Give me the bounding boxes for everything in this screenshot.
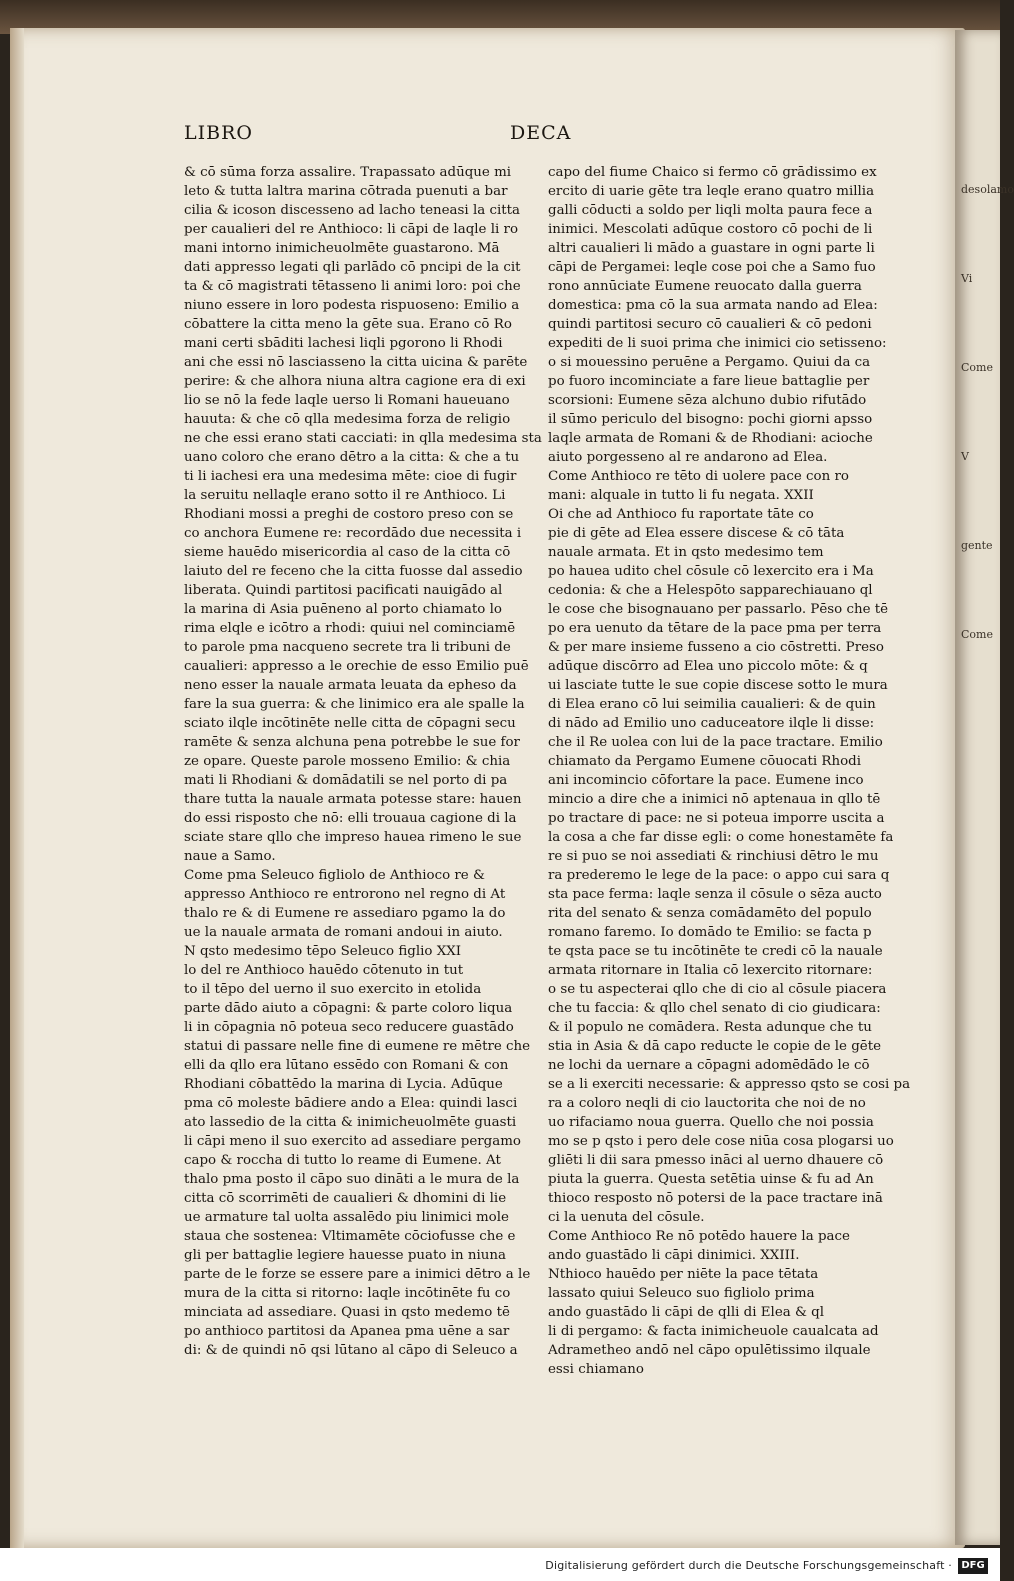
text-line: il sūmo periculo del bisogno: pochi giorni apsso <box>548 412 873 427</box>
text-line: sta pace ferma: laqle senza il cōsule o sēza aucto <box>548 887 882 902</box>
text-line: Rhodiani cōbattēdo la marina di Lycia. Adūque <box>184 1077 503 1092</box>
text-line: ando guastādo li cāpi dinimici. XXIII. <box>548 1248 800 1263</box>
text-line: la seruitu nellaqle erano sotto il re Anthioco. Li <box>184 488 506 503</box>
text-line: naue a Samo. <box>184 849 276 864</box>
text-line: rita del senato & senza comādamēto del populo <box>548 906 872 921</box>
facing-page-word: Come <box>961 628 993 641</box>
text-line: expediti de li suoi prima che inimici cio setisseno: <box>548 336 887 351</box>
text-line: lassato quiui Seleuco suo figliolo prima <box>548 1286 815 1301</box>
text-line: domestica: pma cō la sua armata nando ad Elea: <box>548 298 878 313</box>
text-line: o si mouessino peruēne a Pergamo. Quiui da ca <box>548 355 871 370</box>
text-line: laqle armata de Romani & de Rhodiani: acioche <box>548 431 873 446</box>
text-line: thalo pma posto il cāpo suo dināti a le mura de la <box>184 1172 520 1187</box>
text-line: di Elea erano cō lui seimilia caualieri: & de quin <box>548 697 876 712</box>
text-line: po era uenuto da tētare de la pace pma per terra <box>548 621 882 636</box>
facing-page-word: Come <box>961 361 993 374</box>
text-line: ani che essi nō lasciasseno la citta uicina & parēte <box>184 355 528 370</box>
text-line: sciate stare qllo che impreso hauea rimeno le sue <box>184 830 522 845</box>
text-line: ci la uenuta del cōsule. <box>548 1210 705 1225</box>
text-line: & cō sūma forza assalire. Trapassato adūque mi <box>184 165 512 180</box>
text-line: ato lassedio de la citta & inimicheuolmēte guasti <box>184 1115 517 1130</box>
text-line: Nthioco hauēdo per niēte la pace tētata <box>548 1267 819 1282</box>
text-line: o se tu aspecterai qllo che di cio al cōsule piacera <box>548 982 887 997</box>
facing-page-fragment <box>955 30 1014 1545</box>
text-line: di nādo ad Emilio uno caduceatore ilqle li disse: <box>548 716 875 731</box>
text-line: laiuto del re feceno che la citta fuosse dal assedio <box>184 564 523 579</box>
text-line: scorsioni: Eumene sēza alchuno dubio rifutādo <box>548 393 867 408</box>
text-line: li in cōpagnia nō poteua seco reducere guastādo <box>184 1020 514 1035</box>
text-line: aiuto porgesseno al re andarono ad Elea. <box>548 450 828 465</box>
text-line: mani intorno inimicheuolmēte guastarono. Mā <box>184 241 500 256</box>
text-line: pie di gēte ad Elea essere discese & cō tāta <box>548 526 845 541</box>
text-line: to il tēpo del uerno il suo exercito in etolida <box>184 982 482 997</box>
text-line: parte dādo aiuto a cōpagni: & parte coloro liqua <box>184 1001 513 1016</box>
text-line: Adrametheo andō nel cāpo opulētissimo ilquale <box>548 1343 871 1358</box>
text-line: dati appresso legati qli parlādo cō pncipi de la cit <box>184 260 521 275</box>
text-line: ue armature tal uolta assalēdo piu linimici mole <box>184 1210 509 1225</box>
text-line: po anthioco partitosi da Apanea pma uēne a sar <box>184 1324 510 1339</box>
text-line: mani certi sbāditi lachesi liqli pgorono li Rhodi <box>184 336 503 351</box>
text-line: se a li exerciti necessarie: & appresso qsto se cosi pa <box>548 1077 911 1092</box>
text-line: li di pergamo: & facta inimicheuole caualcata ad <box>548 1324 879 1339</box>
text-line: neno esser la nauale armata leuata da epheso da <box>184 678 517 693</box>
text-line: statui di passare nelle fine di eumene re mētre che <box>184 1039 531 1054</box>
text-line: armata ritornare in Italia cō lexercito ritornare: <box>548 963 873 978</box>
text-line: piuta la guerra. Questa setētia uinse & fu ad An <box>548 1172 874 1187</box>
text-line: appresso Anthioco re entrorono nel regno di At <box>184 887 506 902</box>
dfg-logo: DFG <box>958 1558 988 1574</box>
right-text-column <box>548 163 930 1379</box>
text-line: po fuoro incominciate a fare lieue battaglie per <box>548 374 870 389</box>
text-line: capo & roccha di tutto lo reame di Eumene. At <box>184 1153 501 1168</box>
text-line: capo del fiume Chaico si fermo cō grādissimo ex <box>548 165 877 180</box>
facing-page-word: gente <box>961 539 993 552</box>
text-line: ze opare. Queste parole mosseno Emilio: & chia <box>184 754 511 769</box>
text-line: chiamato da Pergamo Eumene cōuocati Rhodi <box>548 754 861 769</box>
facing-page-word: desolamo <box>961 183 1014 196</box>
text-line: citta cō scorrimēti de caualieri & dhomini di lie <box>184 1191 507 1206</box>
text-line: mincio a dire che a inimici nō aptenaua in qllo tē <box>548 792 881 807</box>
text-line: ui lasciate tutte le sue copie discese sotto le mura <box>548 678 888 693</box>
running-head-right: DECA <box>510 122 572 144</box>
text-line: hauuta: & che cō qlla medesima forza de religio <box>184 412 511 427</box>
text-line: re si puo se noi assediati & rinchiusi dētro le mu <box>548 849 879 864</box>
text-line: to parole pma nacqueno secrete tra li tribuni de <box>184 640 511 655</box>
text-line: ando guastādo li cāpi de qlli di Elea & ql <box>548 1305 825 1320</box>
text-line: co anchora Eumene re: recordādo due necessita i <box>184 526 522 541</box>
text-line: cilia & icoson discesseno ad lacho teneasi la citta <box>184 203 521 218</box>
text-line: Come Anthioco re tēto di uolere pace con ro <box>548 469 849 484</box>
text-line: mani: alquale in tutto li fu negata. XXII <box>548 488 814 503</box>
text-line: ne che essi erano stati cacciati: in qlla medesima sta <box>184 431 542 446</box>
text-line: rono annūciate Eumene reuocato dalla guerra <box>548 279 862 294</box>
text-line: che il Re uolea con lui de la pace tractare. Emilio <box>548 735 883 750</box>
text-line: essi chiamano <box>548 1362 644 1377</box>
text-line: galli cōducti a soldo per liqli molta paura fece a <box>548 203 873 218</box>
footer-bar <box>0 1548 1000 1581</box>
text-line: nauale armata. Et in qsto medesimo tem <box>548 545 824 560</box>
text-line: & il populo ne comādera. Resta adunque che tu <box>548 1020 872 1035</box>
text-line: leto & tutta laltra marina cōtrada puenuti a bar <box>184 184 508 199</box>
text-line: cedonia: & che a Helespōto sapparechiauano ql <box>548 583 873 598</box>
text-line: perire: & che alhora niuna altra cagione era di exi <box>184 374 526 389</box>
text-line: lio se nō la fede laqle uerso li Romani haueuano <box>184 393 510 408</box>
text-line: parte de le forze se essere pare a inimici dētro a le <box>184 1267 531 1282</box>
text-line: thioco resposto nō potersi de la pace tractare inā <box>548 1191 883 1206</box>
text-line: li cāpi meno il suo exercito ad assediare pergamo <box>184 1134 521 1149</box>
text-line: di: & de quindi nō qsi lūtano al cāpo di Seleuco a <box>184 1343 518 1358</box>
text-line: staua che sostenea: Vltimamēte cōciofusse che e <box>184 1229 516 1244</box>
text-line: & per mare insieme fusseno a cio cōstretti. Preso <box>548 640 884 655</box>
text-line: Rhodiani mossi a preghi de costoro preso con se <box>184 507 514 522</box>
text-line: rima elqle e icōtro a rhodi: quiui nel cominciamē <box>184 621 516 636</box>
text-line: mura de la citta si ritorno: laqle incōtinēte fu co <box>184 1286 511 1301</box>
text-line: po hauea udito chel cōsule cō lexercito era i Ma <box>548 564 874 579</box>
text-line: Come Anthioco Re nō potēdo hauere la pace <box>548 1229 850 1244</box>
text-line: minciata ad assediare. Quasi in qsto medemo tē <box>184 1305 510 1320</box>
text-line: mo se p qsto i pero dele cose niūa cosa plogarsi uo <box>548 1134 894 1149</box>
text-line: per caualieri del re Anthioco: li cāpi de laqle li ro <box>184 222 519 237</box>
text-line: romano faremo. Io domādo te Emilio: se facta p <box>548 925 872 940</box>
text-line: sciato ilqle incōtinēte nelle citta de cōpagni secu <box>184 716 516 731</box>
text-line: niuno essere in loro podesta rispuoseno: Emilio a <box>184 298 520 313</box>
text-line: ani incomincio cōfortare la pace. Eumene inco <box>548 773 864 788</box>
text-line: lo del re Anthioco hauēdo cōtenuto in tut <box>184 963 464 978</box>
text-line: ra prederemo le lege de la pace: o appo cui sara q <box>548 868 890 883</box>
text-line: caualieri: appresso a le orechie de esso Emilio puē <box>184 659 529 674</box>
facing-page-word: V <box>961 450 969 463</box>
text-line: quindi partitosi securo cō caualieri & cō pedoni <box>548 317 872 332</box>
text-line: te qsta pace se tu incōtinēte te credi cō la nauale <box>548 944 883 959</box>
text-line: fare la sua guerra: & che linimico era ale spalle la <box>184 697 525 712</box>
text-line: uano coloro che erano dētro a la citta: & che a tu <box>184 450 520 465</box>
text-line: altri caualieri li mādo a guastare in ogni parte li <box>548 241 875 256</box>
text-line: ne lochi da uernare a cōpagni adomēdādo le cō <box>548 1058 870 1073</box>
text-line: pma cō moleste bādiere ando a Elea: quindi lasci <box>184 1096 518 1111</box>
text-line: po tractare di pace: ne si poteua imporre uscita a <box>548 811 885 826</box>
text-line: mati li Rhodiani & domādatili se nel porto di pa <box>184 773 508 788</box>
text-line: cāpi de Pergamei: leqle cose poi che a Samo fuo <box>548 260 876 275</box>
digitization-credit: Digitalisierung gefördert durch die Deutsche Forschungsgemeinschaft · <box>545 1559 952 1572</box>
text-line: la marina di Asia puēneno al porto chiamato lo <box>184 602 502 617</box>
text-line: thare tutta la nauale armata potesse stare: hauen <box>184 792 522 807</box>
text-line: ti li iachesi era una medesima mēte: cioe di fugir <box>184 469 517 484</box>
text-line: do essi risposto che nō: elli trouaua cagione di la <box>184 811 517 826</box>
text-line: ra a coloro neqli di cio lauctorita che noi de no <box>548 1096 866 1111</box>
text-line: Come pma Seleuco figliolo de Anthioco re & <box>184 868 485 883</box>
text-line: stia in Asia & dā capo reducte le copie de le gēte <box>548 1039 882 1054</box>
text-line: ercito di uarie gēte tra leqle erano quatro millia <box>548 184 875 199</box>
text-line: N qsto medesimo tēpo Seleuco figlio XXI <box>184 944 462 959</box>
text-line: Oi che ad Anthioco fu raportate tāte co <box>548 507 814 522</box>
running-head-left: LIBRO <box>184 122 253 144</box>
text-line: adūque discōrro ad Elea uno piccolo mōte: & q <box>548 659 868 674</box>
text-line: che tu faccia: & qllo chel senato di cio giudicara: <box>548 1001 881 1016</box>
facing-page-word: Vi <box>961 272 973 285</box>
text-line: gliēti li dii sara pmesso ināci al uerno dhauere cō <box>548 1153 884 1168</box>
text-line: inimici. Mescolati adūque costoro cō pochi de li <box>548 222 873 237</box>
text-line: ta & cō magistrati tētasseno li animi loro: poi che <box>184 279 521 294</box>
text-line: ue la nauale armata de romani andoui in aiuto. <box>184 925 503 940</box>
text-line: la cosa a che far disse egli: o come honestamēte fa <box>548 830 894 845</box>
text-line: gli per battaglie legiere hauesse puato in niuna <box>184 1248 506 1263</box>
text-line: liberata. Quindi partitosi pacificati nauigādo al <box>184 583 503 598</box>
text-line: sieme hauēdo misericordia al caso de la citta cō <box>184 545 511 560</box>
left-text-column <box>184 163 544 1360</box>
text-line: cōbattere la citta meno la gēte sua. Erano cō Ro <box>184 317 512 332</box>
text-line: le cose che bisognauano per passarlo. Pēso che tē <box>548 602 889 617</box>
text-line: thalo re & di Eumene re assediaro pgamo la do <box>184 906 506 921</box>
text-line: uo rifaciamo noua guerra. Quello che noi possia <box>548 1115 874 1130</box>
page-edge <box>10 28 24 1548</box>
text-line: elli da qllo era lūtano essēdo con Romani & con <box>184 1058 509 1073</box>
text-line: ramēte & senza alchuna pena potrebbe le sue for <box>184 735 520 750</box>
